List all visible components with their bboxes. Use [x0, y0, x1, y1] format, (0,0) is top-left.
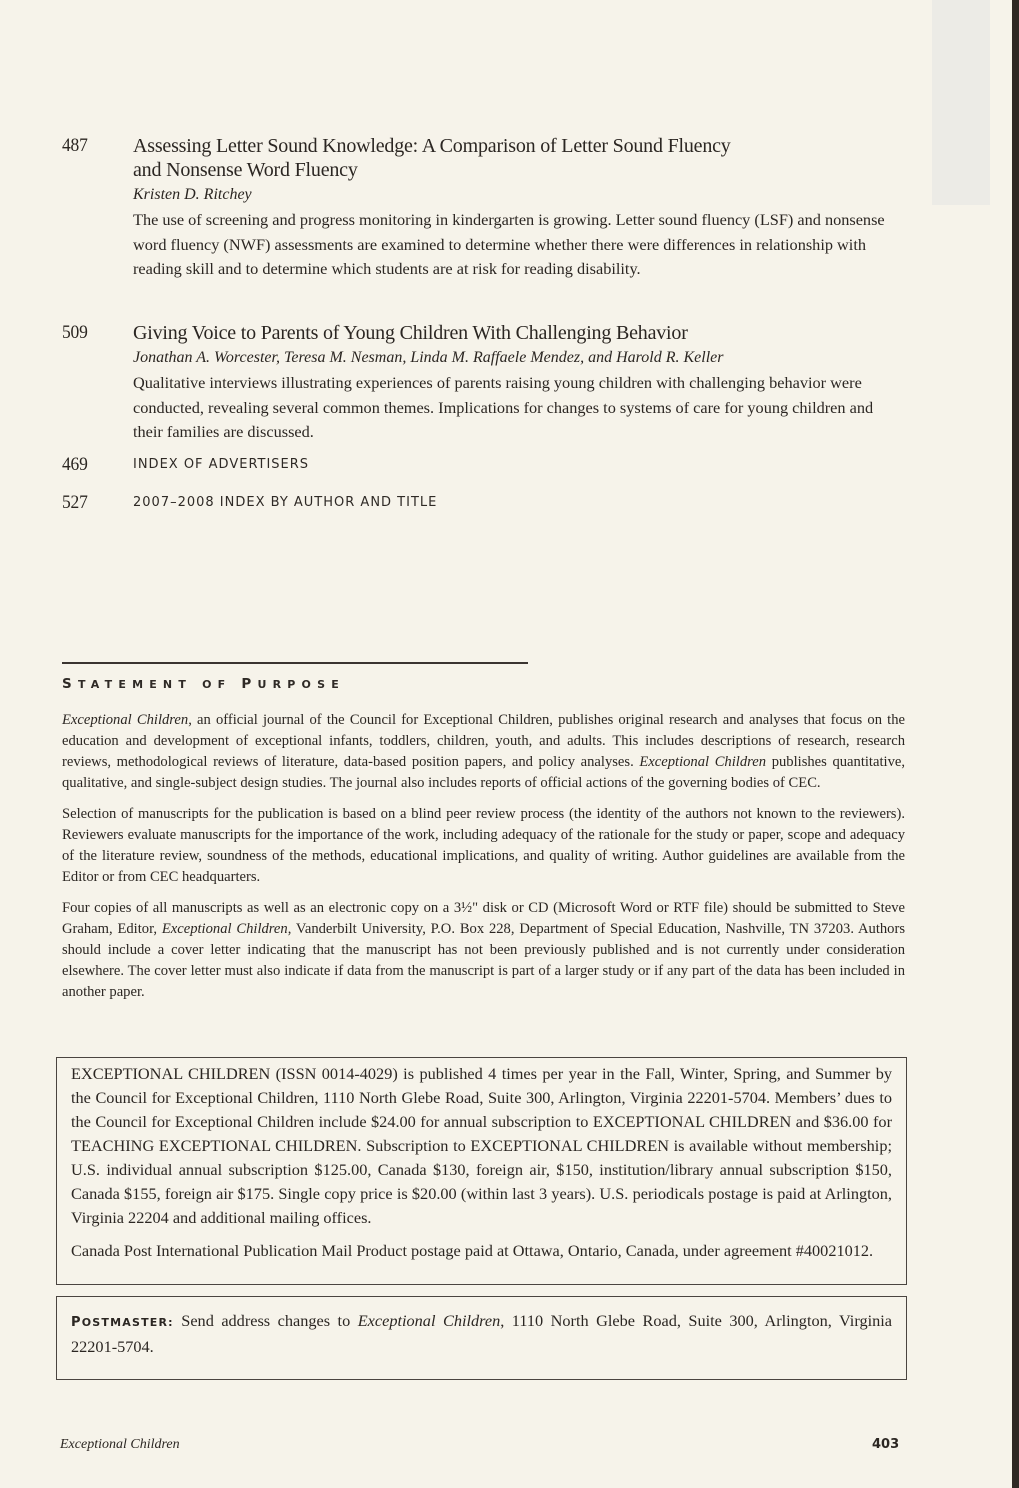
toc-section-label[interactable]: INDEX OF ADVERTISERS [133, 457, 310, 472]
heading-initial: P [241, 676, 258, 692]
footer-journal-title: Exceptional Children [60, 1437, 180, 1452]
heading-word: TATEMENT [77, 678, 193, 691]
toc-page-number: 487 [62, 135, 88, 156]
section-heading [62, 676, 345, 692]
journal-name: Exceptional Children [161, 921, 288, 937]
journal-name: Exceptional Children [357, 1311, 501, 1330]
article-authors: Kristen D. Ritchey [133, 186, 252, 203]
heading-word: URPOSE [257, 678, 345, 691]
postmaster-box [56, 1296, 907, 1380]
toc-section-label[interactable]: 2007–2008 INDEX BY AUTHOR AND TITLE [133, 495, 438, 510]
footer-page-number: 403 [872, 1437, 900, 1452]
paragraph-text: Four copies of all manuscripts as well as an electronic copy on a 3½" disk or CD (Microsoft Word or RTF file) should be submitted to Steve Graham, Editor, [62, 900, 905, 937]
postmaster-paragraph [71, 1309, 892, 1359]
statement-of-purpose [62, 710, 905, 1013]
purpose-paragraph [62, 710, 905, 794]
journal-name: Exceptional Children [639, 754, 767, 770]
page-show-through [932, 0, 990, 205]
paragraph-text: , Vanderbilt University, P.O. Box 228, Department of Special Education, Nashville, TN 37203. Authors should include a cover letter indicating that the manuscript has not been previously published and is not currently under consideration elsewhere. The cover letter must also indicate if data from the manuscript is part of a larger study or if any part of the data has been included in another paper. [62, 921, 905, 1000]
toc-page-number: 527 [62, 492, 88, 513]
publication-info-box [56, 1057, 907, 1285]
purpose-paragraph [62, 898, 905, 1003]
journal-name: Exceptional Children [62, 712, 189, 728]
paragraph-text: , 1110 North Glebe Road, Suite 300, Arlington, Virginia 22201-5704. [71, 1311, 892, 1356]
article-title[interactable]: Giving Voice to Parents of Young Children With Challenging Behavior [133, 322, 688, 344]
toc-page-number: 469 [62, 454, 88, 475]
paragraph-text: , an official journal of the Council for Exceptional Children, publishes original research and analyses that focus on the education and development of exceptional infants, toddlers, children, youth, and adults. This includes descriptions of research, research reviews, methodological reviews of literature, data-based position papers, and policy analyses. [62, 712, 905, 770]
section-divider [62, 662, 528, 664]
publication-info-paragraph: EXCEPTIONAL CHILDREN (ISSN 0014-4029) is published 4 times per year in the Fall, Winter, Spring, and Summer by the Council for Exceptional Children, 1110 North Glebe Road, Suite 300, Arlington, Virginia 22201-5704. Members’ dues to the Council for Exceptional Children include $24.00 for annual subscription to EXCEPTIONAL CHILDREN and $36.00 for TEACHING EXCEPTIONAL CHILDREN. Subscription to EXCEPTIONAL CHILDREN is available without membership; U.S. individual annual subscription $125.00, Canada $130, foreign air, $150, institution/library annual subscription $150, Canada $155, foreign air $175. Single copy price is $20.00 (within last 3 years). U.S. periodicals postage is paid at Arlington, Virginia 22204 and additional mailing offices. [71, 1064, 892, 1227]
paragraph-text: Send address changes to [173, 1311, 358, 1330]
article-title[interactable] [133, 134, 903, 182]
publication-info-paragraph: Canada Post International Publication Mail Product postage paid at Ottawa, Ontario, Canada, under agreement #40021012. [71, 1241, 874, 1260]
toc-page-number: 509 [62, 322, 88, 343]
article-abstract: The use of screening and progress monitoring in kindergarten is growing. Letter sound fluency (LSF) and nonsense word fluency (NWF) assessments are examined to determine whether there were differences in relationship with reading skill and to determine which students are at risk for reading disability. [133, 210, 885, 278]
purpose-paragraph: Selection of manuscripts for the publication is based on a blind peer review process (the identity of the authors not known to the reviewers). Reviewers evaluate manuscripts for the importance of the work, including adequacy of the rationale for the study or paper, scope and adequacy of the literature review, soundness of the methods, educational implications, and quality of writing. Author guidelines are available from the Editor or from CEC headquarters. [62, 806, 905, 885]
article-authors: Jonathan A. Worcester, Teresa M. Nesman, Linda M. Raffaele Mendez, and Harold R. Keller [133, 349, 724, 366]
paragraph-text: publishes quantitative, qualitative, and single-subject design studies. The journal also includes reports of official actions of the governing bodies of CEC. [62, 754, 905, 791]
article-title-line: Assessing Letter Sound Knowledge: A Comparison of Letter Sound Fluency [133, 135, 731, 157]
scan-edge [1012, 0, 1019, 1488]
label-initial: P [71, 1315, 82, 1330]
heading-word: OF [202, 678, 232, 691]
postmaster-label [71, 1316, 174, 1329]
label-rest: OSTMASTER: [81, 1316, 174, 1329]
heading-initial: S [62, 676, 78, 692]
article-abstract: Qualitative interviews illustrating experiences of parents raising young children with challenging behavior were conducted, revealing several common themes. Implications for changes to systems of care for young children and their families are discussed. [133, 373, 874, 441]
article-title-line: and Nonsense Word Fluency [133, 159, 358, 181]
